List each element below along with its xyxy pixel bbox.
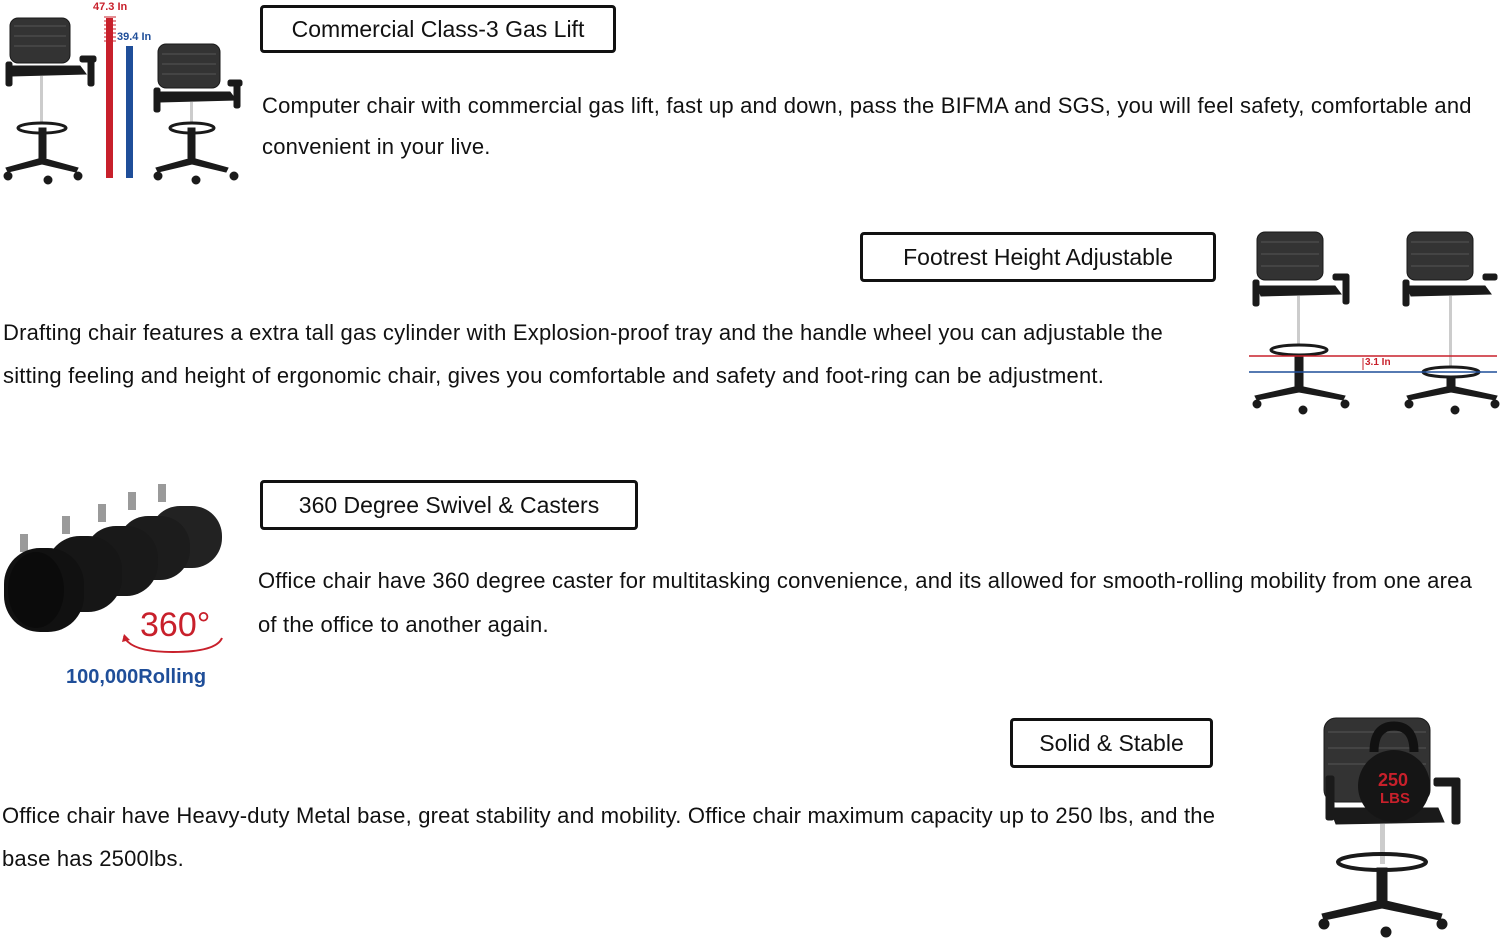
weight-label-line1: 250 xyxy=(1378,770,1409,790)
footrest-label: 3.1 In xyxy=(1365,357,1391,368)
section-title: Footrest Height Adjustable xyxy=(860,232,1216,282)
chair-icon xyxy=(4,18,96,184)
height-label-top: 47.3 In xyxy=(93,1,128,13)
chair-icon xyxy=(1253,232,1349,414)
section-title: Solid & Stable xyxy=(1010,718,1213,768)
weight-label-line2: LBS xyxy=(1380,790,1410,807)
footrest-image xyxy=(1245,228,1500,418)
section-body: Computer chair with commercial gas lift, fast up and down, pass the BIFMA and SGS, you will feel safety, comfortable and convenient in your live. xyxy=(262,93,1472,159)
chair-icon xyxy=(1403,232,1499,414)
kettlebell-chair-image xyxy=(1310,712,1480,940)
section-body: Office chair have 360 degree caster for multitasking convenience, and its allowed for smooth-rolling mobility from one area of the office to another again. xyxy=(258,568,1473,637)
section-body: Office chair have Heavy-duty Metal base, great stability and mobility. Office chair maximum capacity up to 250 lbs, and the base has 2500lbs. xyxy=(2,803,1216,871)
chair-icon xyxy=(154,44,242,184)
height-label-bottom: 39.4 In xyxy=(117,31,152,43)
rotation-arrow-icon xyxy=(118,626,228,658)
rolling-label: 100,000Rolling xyxy=(66,666,207,688)
degree-label: 360° xyxy=(140,606,211,644)
section-title: 360 Degree Swivel & Casters xyxy=(260,480,638,530)
casters-image xyxy=(0,478,240,693)
chair-height-image xyxy=(0,0,245,190)
section-title: Commercial Class-3 Gas Lift xyxy=(260,5,616,53)
section-body: Drafting chair features a extra tall gas cylinder with Explosion-proof tray and the handle wheel you can adjustable the sitting feeling and height of ergonomic chair, gives you comfortable and safety and foot-ring can be adjustment. xyxy=(3,320,1163,388)
